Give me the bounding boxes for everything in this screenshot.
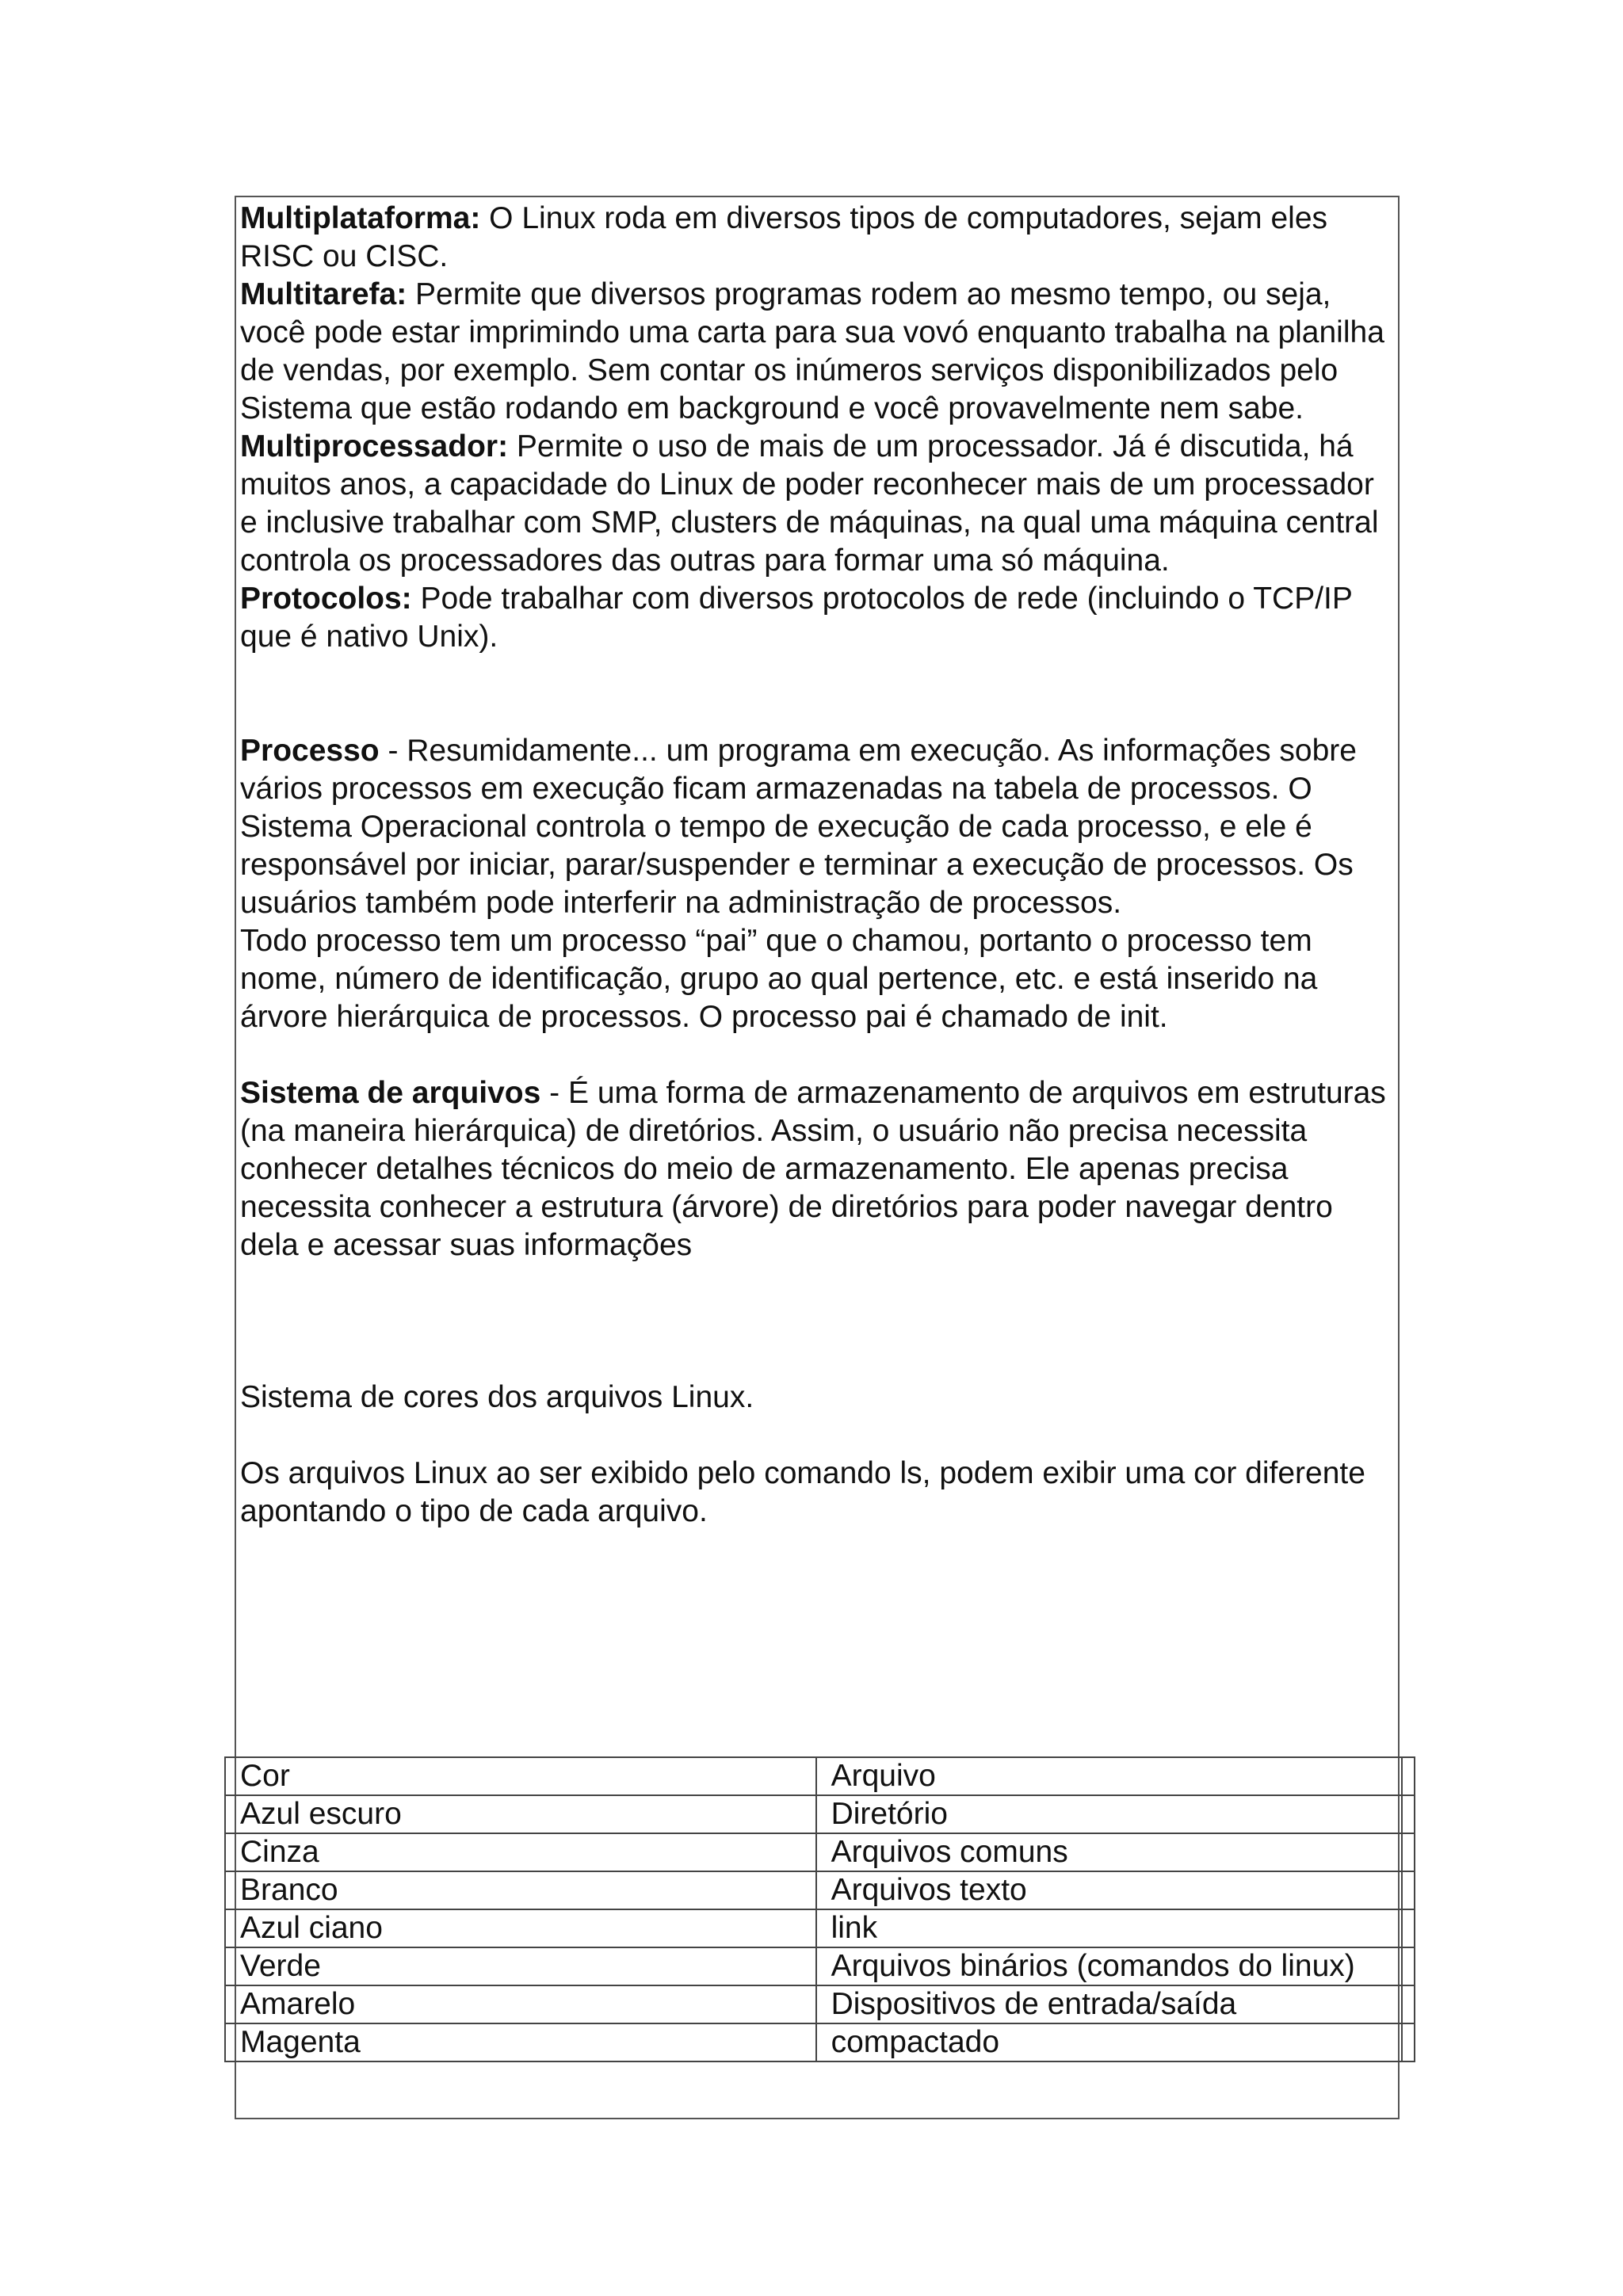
table-edge-cell <box>1402 1871 1415 1909</box>
paragraph-multitarefa <box>240 276 1397 428</box>
cell-file-type: Diretório <box>816 1795 1403 1833</box>
term-processo: Processo <box>240 734 380 768</box>
paragraph-multiplataforma <box>240 200 1397 276</box>
text-sistema-arquivos: - É uma forma de armazenamento de arquivos em estruturas (na maneira hierárquica) de diretórios. Assim, o usuário não precisa necessita conhecer detalhes técnicos do meio de armazenamento. Ele apenas precisa necessita conhecer a estrutura (árvore) de diretórios para poder navegar dentro dela e acessar suas informações <box>240 1076 1386 1262</box>
paragraph-cores-intro: Os arquivos Linux ao ser exibido pelo comando ls, podem exibir uma cor diferente apontando o tipo de cada arquivo. <box>240 1456 1365 1528</box>
paragraph-multiprocessador <box>240 428 1397 580</box>
cell-color: Cinza <box>225 1833 816 1871</box>
cell-color: Branco <box>225 1871 816 1909</box>
cell-file-type: compactado <box>816 2023 1403 2061</box>
table-row <box>225 1985 1415 2023</box>
text-processo: - Resumidamente... um programa em execução. As informações sobre vários processos em execução ficam armazenadas na tabela de processos. O Sistema Operacional controla o tempo de execução de cada processo, e ele é responsável por iniciar, parar/suspender e terminar a execução de processos. Os usuários também pode interferir na administração de processos. <box>240 734 1357 920</box>
paragraph-cores-titulo: Sistema de cores dos arquivos Linux. <box>240 1380 754 1414</box>
header-cor: Cor <box>225 1757 816 1795</box>
term-multiprocessador: Multiprocessador: <box>240 429 509 463</box>
paragraph-protocolos <box>240 580 1397 656</box>
cell-file-type: Arquivos texto <box>816 1871 1403 1909</box>
text-multitarefa: Permite que diversos programas rodem ao mesmo tempo, ou seja, você pode estar imprimindo uma carta para sua vovó enquanto trabalha na planilha de vendas, por exemplo. Sem contar os inúmeros serviços disponibilizados pelo Sistema que estão rodando em background e você provavelmente nem sabe. <box>240 277 1384 425</box>
text-multiprocessador: Permite o uso de mais de um processador. Já é discutida, há muitos anos, a capacidade do Linux de poder reconhecer mais de um processador e inclusive trabalhar com SMP, clusters de máquinas, na qual uma máquina central controla os processadores das outras para formar uma só máquina. <box>240 429 1379 578</box>
table-edge-cell <box>1402 1833 1415 1871</box>
text-protocolos: Pode trabalhar com diversos protocolos de rede (incluindo o TCP/IP que é nativo Unix). <box>240 582 1353 654</box>
cell-color: Magenta <box>225 2023 816 2061</box>
term-multiplataforma: Multiplataforma: <box>240 201 481 235</box>
table-row <box>225 1833 1415 1871</box>
cell-color: Amarelo <box>225 1985 816 2023</box>
document-body <box>240 200 1397 1531</box>
table-edge-cell <box>1402 1795 1415 1833</box>
table-row <box>225 1947 1415 1985</box>
table-edge-cell <box>1402 1947 1415 1985</box>
term-sistema-arquivos: Sistema de arquivos <box>240 1076 541 1110</box>
cell-color: Azul escuro <box>225 1795 816 1833</box>
table-edge-cell <box>1402 1909 1415 1947</box>
paragraph-sistema-arquivos <box>240 1074 1397 1264</box>
cell-file-type: Arquivos comuns <box>816 1833 1403 1871</box>
color-table <box>224 1756 1415 2062</box>
cell-color: Verde <box>225 1947 816 1985</box>
table-header-row <box>225 1757 1415 1795</box>
table-edge-cell <box>1402 2023 1415 2061</box>
table-edge-cell <box>1402 1757 1415 1795</box>
cell-file-type: Arquivos binários (comandos do linux) <box>816 1947 1403 1985</box>
term-protocolos: Protocolos: <box>240 582 412 616</box>
table-row <box>225 1795 1415 1833</box>
table-row <box>225 1871 1415 1909</box>
table-row <box>225 2023 1415 2061</box>
cell-file-type: Dispositivos de entrada/saída <box>816 1985 1403 2023</box>
text-multiplataforma: O Linux roda em diversos tipos de computadores, sejam eles RISC ou CISC. <box>240 201 1328 273</box>
header-arquivo: Arquivo <box>816 1757 1403 1795</box>
table-edge-cell <box>1402 1985 1415 2023</box>
term-multitarefa: Multitarefa: <box>240 277 407 311</box>
table-row <box>225 1909 1415 1947</box>
paragraph-processo-pai: Todo processo tem um processo “pai” que o chamou, portanto o processo tem nome, número de identificação, grupo ao qual pertence, etc. e está inserido na árvore hierárquica de processos. O processo pai é chamado de init. <box>240 924 1318 1034</box>
paragraph-processo <box>240 732 1397 922</box>
cell-color: Azul ciano <box>225 1909 816 1947</box>
cell-file-type: link <box>816 1909 1403 1947</box>
